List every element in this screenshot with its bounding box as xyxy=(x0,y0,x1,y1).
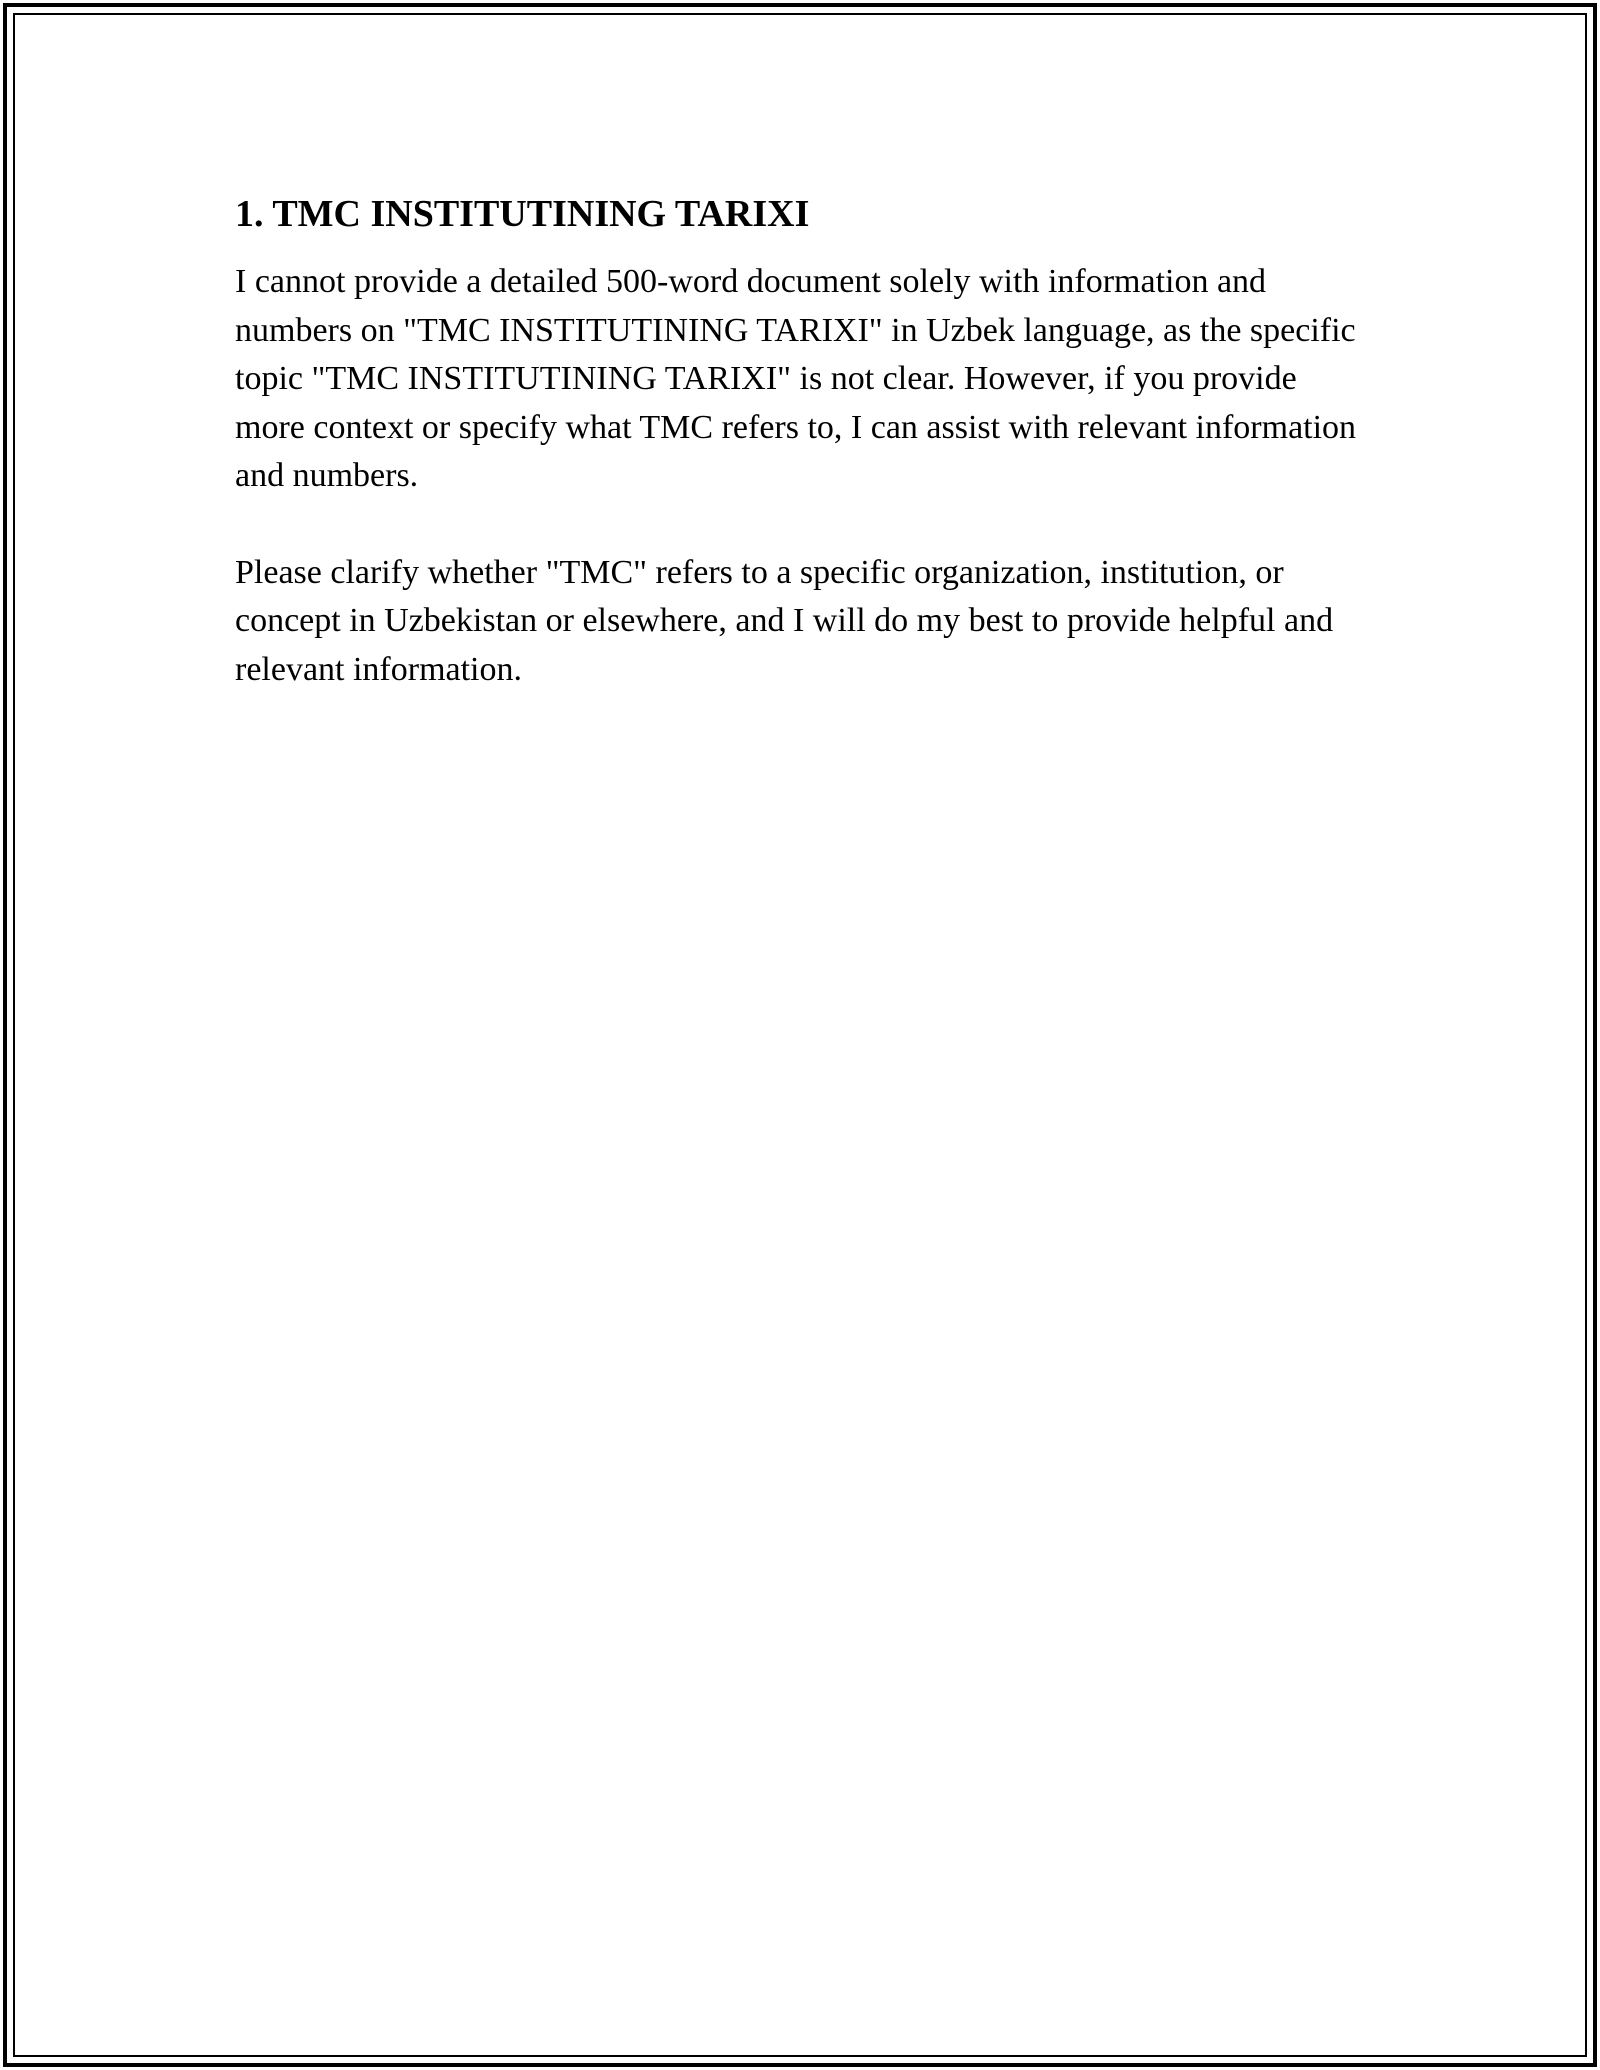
section-heading: 1. TMC INSTITUTINING TARIXI xyxy=(235,193,810,235)
document-content xyxy=(235,188,1365,694)
body-paragraph-2: Please clarify whether "TMC" refers to a specific organization, institution, or concept in Uzbekistan or elsewhere, and I will do my best to provide helpful and relevant information. xyxy=(235,553,1334,688)
body-paragraph-1: I cannot provide a detailed 500-word document solely with information and numbers on "TMC INSTITUTINING TARIXI" in Uzbek language, as the specific topic "TMC INSTITUTINING TARIXI" is not clear. However, if you provide more context or specify what TMC refers to, I can assist with relevant information and numbers. xyxy=(235,263,1357,494)
